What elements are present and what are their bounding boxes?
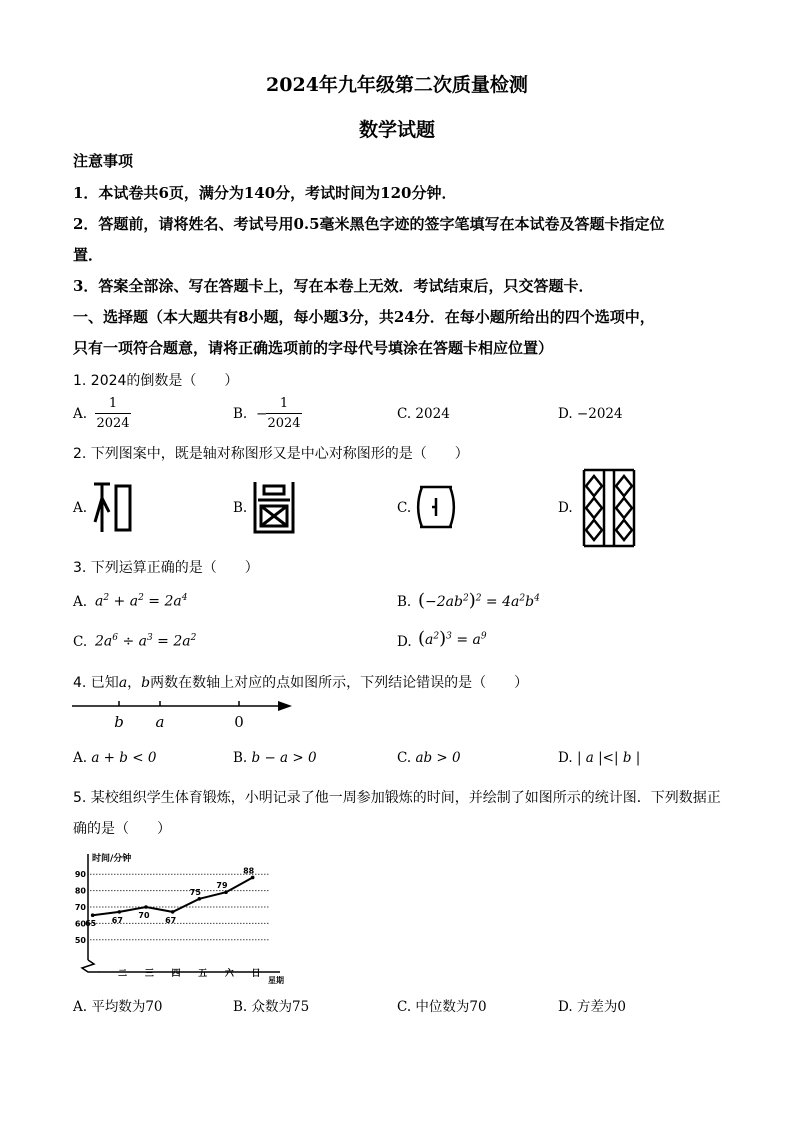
q3-option-d-expression: $(a^2)^3 = a^9$ <box>418 628 487 649</box>
chart-y-axis-label: 时间/分钟 <box>92 854 132 864</box>
page-title: 2024年九年级第二次质量检测 <box>266 74 528 96</box>
q4-number-line <box>70 695 300 735</box>
q3-option-c-expression: $2a^6 \div a^3 = 2a^2$ <box>95 633 197 650</box>
q4-option-d-expression: | a |<| b | <box>576 750 641 766</box>
q2-figure-a <box>92 478 138 534</box>
chart-data-label: 70 <box>138 911 150 920</box>
q4-stem <box>73 672 528 692</box>
q1-option-b-label: B. <box>233 406 248 422</box>
chart-data-label: 79 <box>216 881 228 891</box>
q1-option-c: C. 2024 <box>397 406 450 422</box>
q4-option-a-expression: a + b < 0 <box>91 750 157 766</box>
chart-x-tick-label: 五 <box>198 969 208 979</box>
q4-axis-label-zero: 0 <box>234 713 244 731</box>
chart-x-tick-label: 一 <box>91 969 101 979</box>
q4-option-a <box>73 750 156 766</box>
q1-b-numerator: 1 <box>279 396 289 411</box>
notice-item-1: 1．本试卷共6页，满分为140分，考试时间为120分钟． <box>73 184 457 202</box>
chart-data-point <box>118 910 122 914</box>
q1-stem: 1. 2024的倒数是（ ） <box>73 373 239 389</box>
chart-data-label: 65 <box>85 919 97 929</box>
page-subtitle: 数学试题 <box>358 119 435 141</box>
chart-y-tick-label: 90 <box>74 870 86 880</box>
chart-y-tick-label: 70 <box>74 903 86 912</box>
chart-data-label: 67 <box>111 915 123 925</box>
q3-option-b-label: B. <box>397 594 412 610</box>
notice-item-3: 3．答案全部涂、写在答题卡上，写在本卷上无效．考试结束后，只交答题卡． <box>73 277 594 295</box>
chart-x-tick-label: 日 <box>251 969 261 979</box>
notice-item-2-cont: 置． <box>73 246 104 264</box>
q1-option-a-label: A. <box>73 406 88 422</box>
q3-option-d-label: D. <box>397 634 412 650</box>
chart-x-tick-label: 二 <box>118 969 128 979</box>
q2-option-c-label: C. <box>397 500 412 516</box>
q4-stem-post: 两数在数轴上对应的点如图所示，下列结论错误的是（ ） <box>150 675 529 691</box>
chart-data-point <box>224 890 228 894</box>
q5-option-c: C. 中位数为70 <box>397 999 487 1015</box>
chart-data-point <box>171 910 175 914</box>
notice-heading: 注意事项 <box>73 152 134 170</box>
q5-option-a: A. 平均数为70 <box>73 999 163 1015</box>
chart-data-label: 75 <box>189 887 201 897</box>
q1-a-numerator: 1 <box>108 396 118 411</box>
q4-axis-label-a: a <box>155 713 165 731</box>
q2-option-b-label: B. <box>233 500 248 516</box>
chart-data-label: 88 <box>243 866 255 876</box>
q3-option-c-label: C. <box>73 634 88 650</box>
q2-figure-c <box>416 484 456 530</box>
chart-data-point <box>91 913 95 917</box>
q5-stem-line1: 5. 某校组织学生体育锻炼，小明记录了他一周参加锻炼的时间，并绘制了如图所示的统计图．下列数据正 <box>73 790 721 806</box>
q5-line-chart <box>70 852 300 984</box>
q2-option-d-label: D. <box>558 500 573 516</box>
chart-y-tick-label: 60 <box>74 919 86 929</box>
q4-stem-b: b <box>141 675 151 691</box>
q2-figure-d <box>580 468 638 548</box>
chart-data-point <box>144 905 148 909</box>
q4-option-b-label: B. <box>233 750 248 766</box>
q4-option-a-label: A. <box>73 750 88 766</box>
q4-axis-label-b: b <box>114 713 124 731</box>
chart-data-label: 67 <box>165 915 177 925</box>
section1-line2: 只有一项符合题意，请将正确选项前的字母代号填涂在答题卡相应位置） <box>73 339 554 357</box>
chart-data-point <box>198 897 202 901</box>
chart-x-tick-label: 六 <box>224 969 234 979</box>
q5-stem-line2: 确的是（ ） <box>73 821 171 837</box>
notice-item-2: 2．答题前，请将姓名、考试号用0.5毫米黑色字迹的签字笔填写在本试卷及答题卡指定位 <box>73 215 665 233</box>
q3-stem: 3. 下列运算正确的是（ ） <box>73 560 259 576</box>
chart-data-point <box>251 876 255 880</box>
section1-line1: 一、选择题（本大题共有8小题，每小题3分，共24分．在每小题所给出的四个选项中， <box>73 308 655 326</box>
q4-stem-mid: ， <box>127 675 142 691</box>
q5-option-b: B. 众数为75 <box>233 999 310 1015</box>
q1-option-b-sign: − <box>256 406 268 422</box>
chart-x-tick-label: 四 <box>171 969 181 979</box>
chart-x-axis-label: 星期 <box>268 976 284 984</box>
q4-stem-a: a <box>118 675 128 691</box>
q1-option-b-fraction <box>266 396 302 431</box>
q3-option-a-label: A. <box>73 594 88 610</box>
chart-x-tick-label: 三 <box>144 969 154 979</box>
q4-option-c-expression: ab > 0 <box>415 750 461 766</box>
q3-option-b-expression: $(-2ab^2)^2 = 4a^2b^4$ <box>418 590 540 611</box>
q4-option-b <box>233 750 317 766</box>
q4-option-b-expression: b − a > 0 <box>251 750 317 766</box>
q5-option-d: D. 方差为0 <box>558 999 627 1015</box>
q1-a-denominator: 2024 <box>96 416 130 431</box>
chart-series-line <box>93 877 253 915</box>
q3-option-a-expression: $a^2 + a^2 = 2a^4$ <box>95 593 188 610</box>
q1-option-d: D. −2024 <box>558 406 623 422</box>
q4-option-c-label: C. <box>397 750 412 766</box>
q4-option-c <box>397 750 461 766</box>
q2-figure-b <box>252 478 296 534</box>
q2-stem: 2. 下列图案中，既是轴对称图形又是中心对称图形的是（ ） <box>73 446 469 462</box>
q1-b-denominator: 2024 <box>267 416 301 431</box>
q1-option-a-fraction <box>95 396 131 431</box>
chart-y-tick-label: 80 <box>74 886 86 896</box>
q4-option-d <box>558 750 640 766</box>
q2-option-a-label: A. <box>73 500 88 516</box>
chart-y-tick-label: 50 <box>74 935 86 945</box>
q4-stem-pre: 4. 已知 <box>73 675 119 691</box>
q4-option-d-label: D. <box>558 750 573 766</box>
